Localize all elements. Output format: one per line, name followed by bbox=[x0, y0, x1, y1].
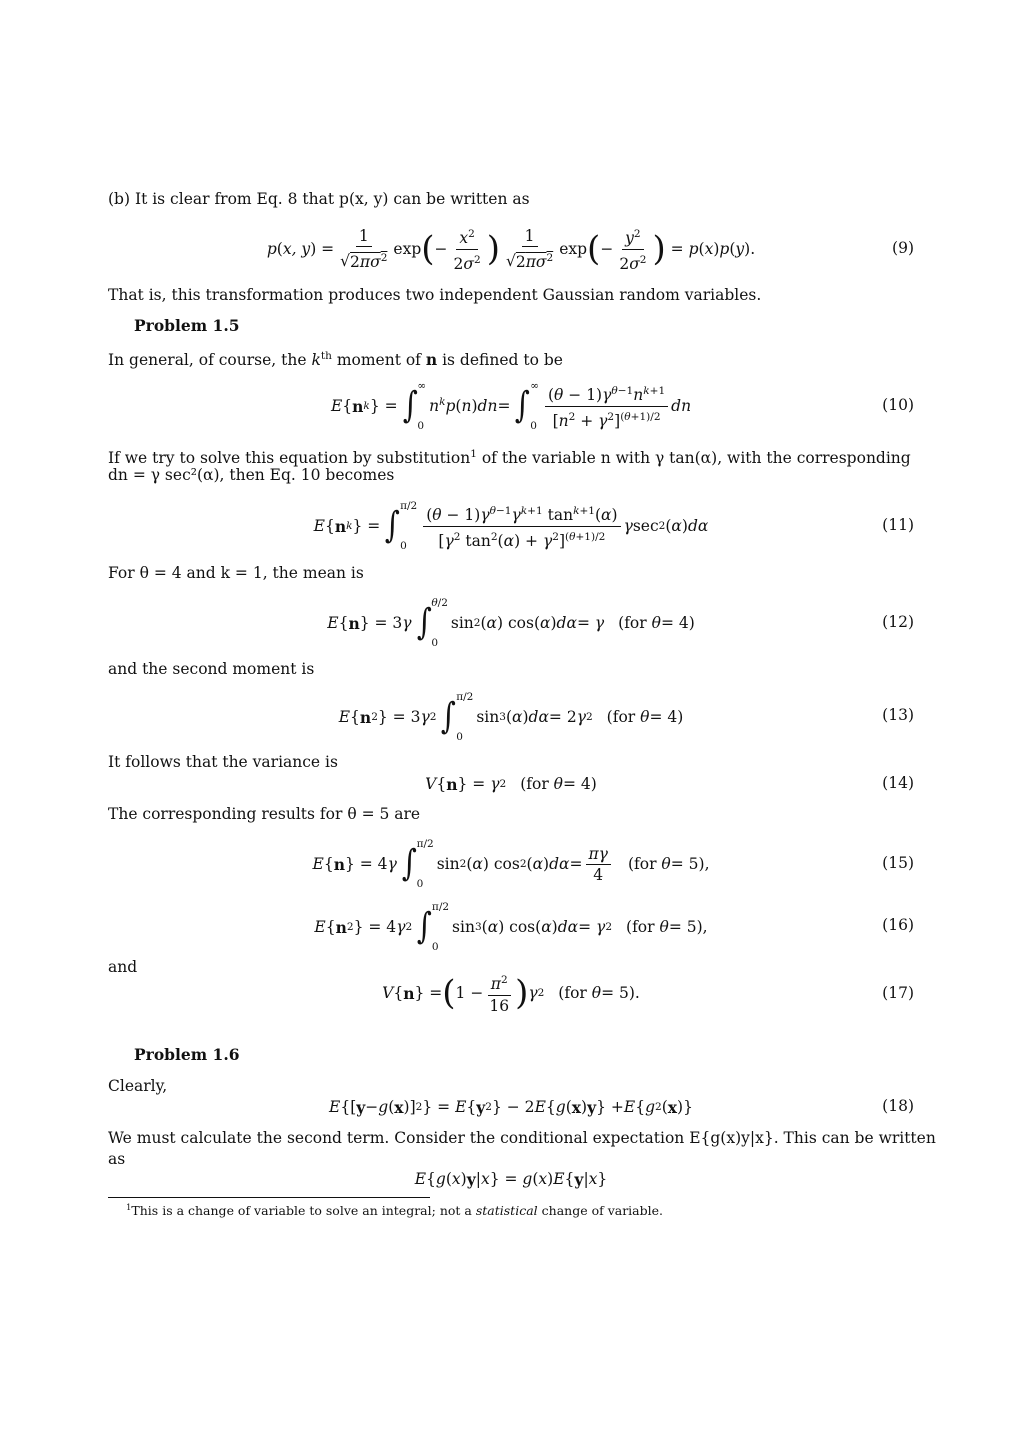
equation-11: E { n k } = ∫ π/2 0 $\frac{(\theta - 1)\gamma^{\theta-1}\gamma^{k+1} \tan^{k+1}(\alpha)}{[\gamma^2 \tan^2(\alpha) + \gamma^2]^{(\theta+1)/2}}$ γ sec 2 ( α ) dα bbox=[313, 500, 709, 552]
paragraph-variance: It follows that the variance is bbox=[108, 753, 338, 771]
paragraph-clearly: Clearly, bbox=[108, 1077, 168, 1095]
paragraph-b: (b) It is clear from Eq. 8 that p(x, y) can be written as bbox=[108, 190, 530, 208]
paragraph-and: and bbox=[108, 958, 138, 976]
paragraph-substitution: If we try to solve this equation by substitution$^1$ of the variable n with γ tan(α), with the corresponding bbox=[108, 448, 911, 468]
paragraph-second-moment: and the second moment is bbox=[108, 660, 315, 678]
equation-18: E {[ y − g ( x )] 2 } = E { y 2 } − 2 E { g ( x ) y } + E { g 2 ( x )} bbox=[329, 1097, 693, 1117]
equation-number-18: (18) bbox=[882, 1097, 914, 1115]
footnote-mark: 1 bbox=[126, 1203, 132, 1213]
equation-14: V { n } = γ 2 (for θ = 4) bbox=[425, 774, 597, 794]
paragraph-theta4: For θ = 4 and k = 1, the mean is bbox=[108, 564, 364, 582]
equation-number-11: (11) bbox=[882, 516, 914, 534]
paragraph-theta5: The corresponding results for θ = 5 are bbox=[108, 805, 421, 823]
equation-13: E { n 2 } = 3 γ 2 ∫ π/2 0 sin 3 ( α ) dα = 2 γ 2 (for θ = 4) bbox=[338, 691, 684, 743]
equation-number-17: (17) bbox=[882, 984, 914, 1002]
footnote-rule bbox=[108, 1197, 430, 1198]
equation-15: E { n } = 4 γ ∫ π/2 0 sin 2 ( α ) cos 2 ( α ) dα = $\frac{\pi\gamma}{4}$ (for θ = 5), bbox=[312, 838, 710, 890]
equation-number-16: (16) bbox=[882, 916, 914, 934]
paragraph-independent: That is, this transformation produces two independent Gaussian random variables. bbox=[108, 286, 762, 304]
footnote-ref: 1 bbox=[470, 448, 477, 460]
equation-16: E { n 2 } = 4 γ 2 ∫ π/2 0 sin 3 ( α ) cos( α ) dα = γ 2 (for θ = 5), bbox=[314, 901, 708, 953]
equation-number-12: (12) bbox=[882, 613, 914, 631]
equation-number-15: (15) bbox=[882, 854, 914, 872]
equation-9: p ( x, y ) = $\frac{1}{√2\pi\sigma^2}$ exp ( − $\frac{x^2}{2\sigma^2}$ ) $\frac{1}{√2\pi\sigma^2}$ exp ( − $\frac{y^2}{2\sigma^2}$ ) = p ( x ) p ( y ). bbox=[108, 220, 914, 278]
equation-17: V { n } = ( 1 − $\frac{\pi^2}{16}$ ) γ 2 (for θ = 5). bbox=[382, 973, 640, 1015]
footnote: $^1$This is a change of variable to solve an integral; not a statistical change of variable. bbox=[126, 1203, 664, 1219]
paragraph-substitution-2: dn = γ sec²(α), then Eq. 10 becomes bbox=[108, 466, 395, 484]
equation-10: E { n k } = ∫ ∞ 0 $n^kp$ ( n ) dn = ∫ ∞ 0 $\frac{(\theta - 1)\gamma^{\theta-1}n^{k+1}}{[n^2 + \gamma^2]^{(\theta+1)/2}}$ dn bbox=[330, 380, 692, 432]
equation-number-10: (10) bbox=[882, 396, 914, 414]
paragraph-must-calculate: We must calculate the second term. Consider the conditional expectation E{g(x)y|x}. This can be written bbox=[108, 1129, 936, 1147]
equation-number-9: (9) bbox=[892, 239, 914, 257]
equation-12: E { n } = 3 γ ∫ θ/2 0 sin 2 ( α ) cos( α ) dα = γ (for θ = 4) bbox=[327, 597, 695, 649]
equation-conditional: E { g ( x ) y | x } = g ( x ) E { y | x } bbox=[414, 1169, 608, 1189]
equation-number-14: (14) bbox=[882, 774, 914, 792]
paragraph-must-calculate-2: as bbox=[108, 1150, 126, 1168]
paragraph-general: In general, of course, the $k^{th}$ moment of n is defined to be bbox=[108, 350, 563, 370]
heading-problem-1-5: Problem 1.5 bbox=[134, 316, 240, 335]
equation-number-13: (13) bbox=[882, 706, 914, 724]
heading-problem-1-6: Problem 1.6 bbox=[134, 1045, 240, 1064]
